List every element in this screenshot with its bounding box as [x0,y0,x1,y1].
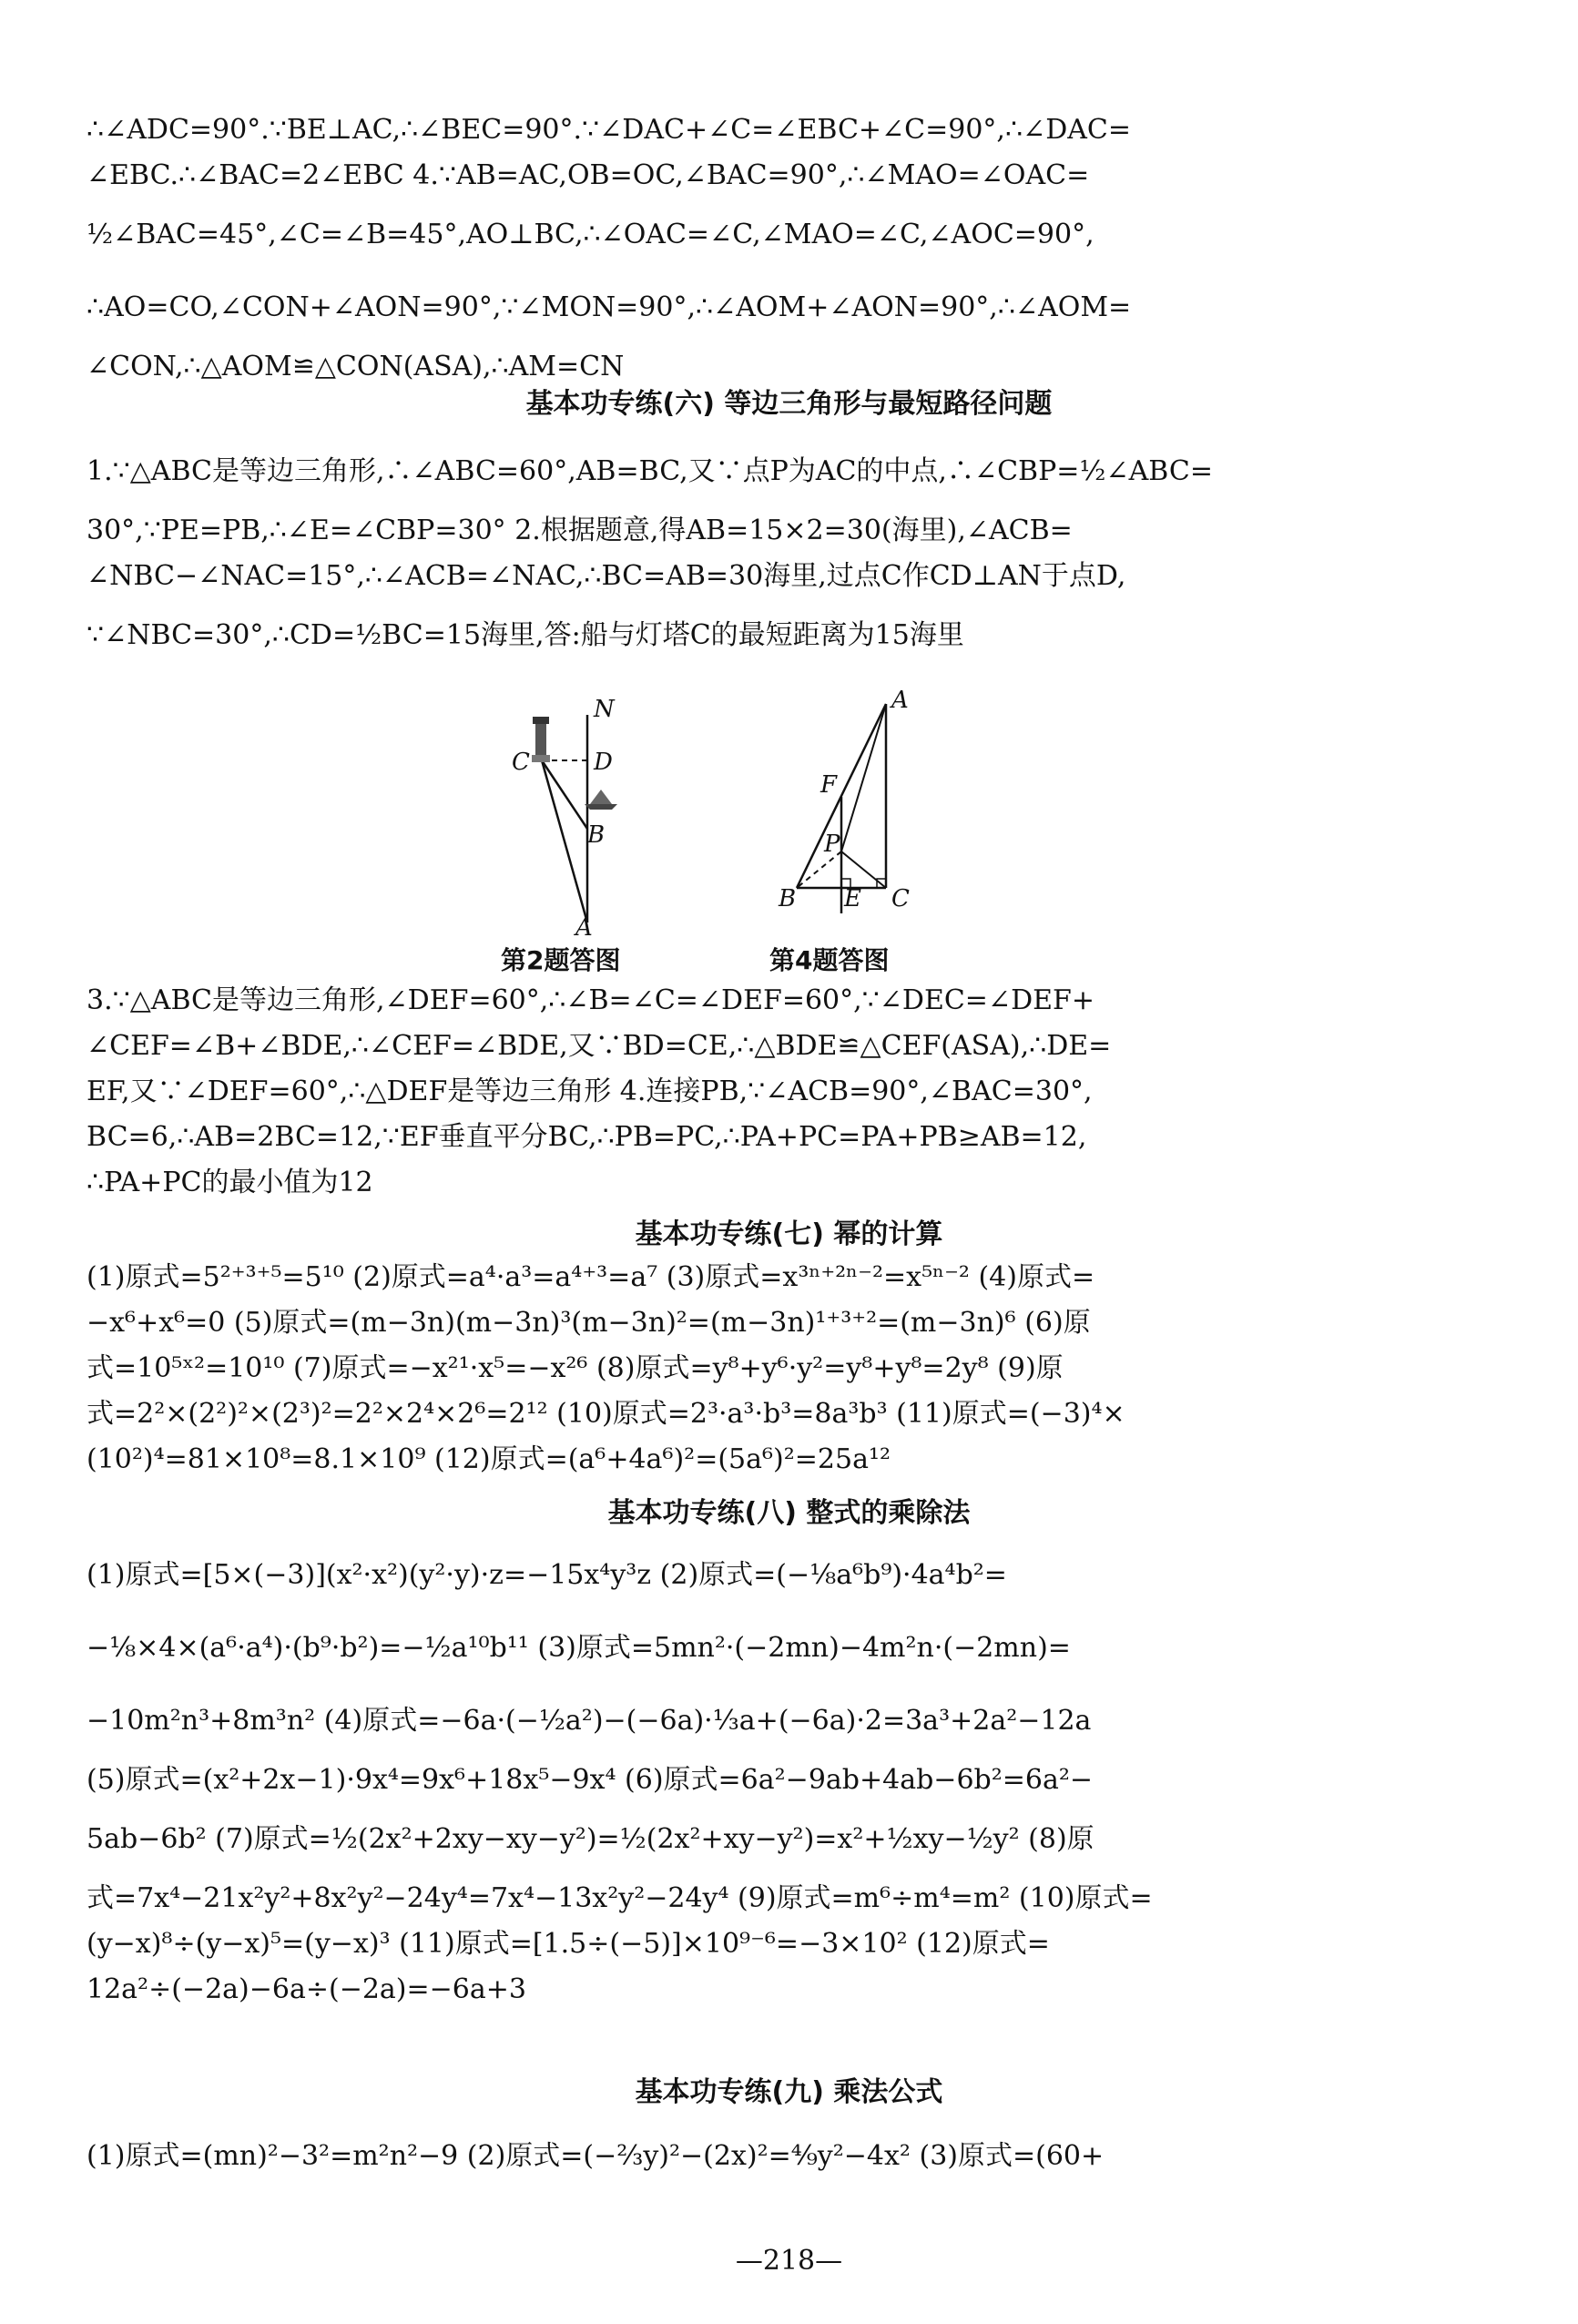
text-line: BC=6,∴AB=2BC=12,∵EF垂直平分BC,∴PB=PC,∴PA+PC=PA+PB≥AB=12, [87,1121,1087,1153]
figure-problem-4 [760,688,933,924]
text-line: 式=7x⁴−21x²y²+8x²y²−24y⁴=7x⁴−13x²y²−24y⁴ (9)原式=m⁶÷m⁴=m² (10)原式= [87,1882,1153,1914]
line-PC [841,851,886,888]
section-heading-7: 基本功专练(七) 幂的计算 [635,1218,943,1250]
label-A: A [575,914,593,938]
text-line: (1)原式=[5×(−3)](x²·x²)(y²·y)·z=−15x⁴y³z (2)原式=(−⅛a⁶b⁹)·4a⁴b²= [87,1559,1007,1591]
solution-block-4 [87,1255,1343,1483]
text-line: EF,又∵∠DEF=60°,∴△DEF是等边三角形 4.连接PB,∵∠ACB=90°,∠BAC=30°, [87,1075,1093,1107]
text-line: 3.∵△ABC是等边三角形,∠DEF=60°,∴∠B=∠C=∠DEF=60°,∵∠DEC=∠DEF+ [87,984,1094,1016]
label-B: B [779,885,797,912]
ship-icon [585,790,617,810]
text-line: ½∠BAC=45°,∠C=∠B=45°,AO⊥BC,∴∠OAC=∠C,∠MAO=∠C,∠AOC=90°, [87,219,1094,250]
text-line: 式=10⁵ˣ²=10¹⁰ (7)原式=−x²¹·x⁵=−x²⁶ (8)原式=y⁸+y⁶·y²=y⁸+y⁸=2y⁸ (9)原 [87,1352,1064,1384]
label-N: N [594,697,615,723]
text-line: (5)原式=(x²+2x−1)·9x⁴=9x⁶+18x⁵−9x⁴ (6)原式=6a²−9ab+4ab−6b²=6a²− [87,1764,1094,1796]
section-heading-6: 基本功专练(六) 等边三角形与最短路径问题 [525,388,1053,420]
label-C: C [891,885,910,912]
section-heading-9: 基本功专练(九) 乘法公式 [635,2076,943,2108]
text-line: ∴PA+PC的最小值为12 [87,1167,373,1198]
text-line: ∠CON,∴△AOM≌△CON(ASA),∴AM=CN [87,351,625,382]
figure-problem-2 [492,697,656,938]
text-line: ∵∠NBC=30°,∴CD=½BC=15海里,答:船与灯塔C的最短距离为15海里 [87,619,964,651]
text-line: 12a²÷(−2a)−6a÷(−2a)=−6a+3 [87,1973,526,2005]
solution-block-1 [87,107,1343,390]
label-A: A [891,688,909,714]
text-line: −10m²n³+8m³n² (4)原式=−6a·(−½a²)−(−6a)·⅓a+(−6a)·2=3a³+2a²−12a [87,1705,1092,1737]
text-line: ∠NBC−∠NAC=15°,∴∠ACB=∠NAC,∴BC=AB=30海里,过点C作CD⊥AN于点D, [87,560,1126,592]
text-line: (10²)⁴=81×10⁸=8.1×10⁹ (12)原式=(a⁶+4a⁶)²=(5a⁶)²=25a¹² [87,1443,891,1475]
line-CA [542,760,587,922]
text-line: ∠CEF=∠B+∠BDE,∴∠CEF=∠BDE,又∵BD=CE,∴△BDE≌△CEF(ASA),∴DE= [87,1030,1112,1062]
text-line: 5ab−6b² (7)原式=½(2x²+2xy−xy−y²)=½(2x²+xy−y²)=x²+½xy−½y² (8)原 [87,1823,1094,1855]
solution-block-2 [87,435,1343,672]
label-C: C [512,749,530,776]
text-line: (1)原式=5²⁺³⁺⁵=5¹⁰ (2)原式=a⁴·a³=a⁴⁺³=a⁷ (3)原式=x³ⁿ⁺²ⁿ⁻²=x⁵ⁿ⁻² (4)原式= [87,1261,1095,1293]
section-heading-8: 基本功专练(八) 整式的乘除法 [607,1497,971,1529]
line-PA [841,704,886,851]
solution-block-3 [87,978,1343,1206]
solution-block-5 [87,1539,1343,2013]
text-line: 式=2²×(2²)²×(2³)²=2²×2⁴×2⁶=2¹² (10)原式=2³·a³·b³=8a³b³ (11)原式=(−3)⁴× [87,1398,1125,1430]
text-line: −⅛×4×(a⁶·a⁴)·(b⁹·b²)=−½a¹⁰b¹¹ (3)原式=5mn²·(−2mn)−4m²n·(−2mn)= [87,1632,1071,1664]
label-F: F [820,771,838,799]
text-line: 1.∵△ABC是等边三角形,∴∠ABC=60°,AB=BC,又∵点P为AC的中点,∴∠CBP=½∠ABC= [87,455,1213,487]
lighthouse-icon [532,717,550,762]
page-number: —218— [735,2245,843,2277]
text-line: ∠EBC.∴∠BAC=2∠EBC 4.∵AB=AC,OB=OC,∠BAC=90°,∴∠MAO=∠OAC= [87,159,1090,191]
text-line: ∴AO=CO,∠CON+∠AON=90°,∵∠MON=90°,∴∠AOM+∠AON=90°,∴∠AOM= [87,291,1132,323]
text-line: (1)原式=(mn)²−3²=m²n²−9 (2)原式=(−⅔y)²−(2x)²=⁴⁄₉y²−4x² (3)原式=(60+ [87,2140,1105,2172]
label-E: E [844,885,861,912]
label-D: D [594,749,613,776]
label-B: B [587,821,606,849]
solution-block-6 [87,2120,1343,2193]
text-line: (y−x)⁸÷(y−x)⁵=(y−x)³ (11)原式=[1.5÷(−5)]×10⁹⁻⁶=−3×10² (12)原式= [87,1928,1050,1960]
text-line: ∴∠ADC=90°.∵BE⊥AC,∴∠BEC=90°.∵∠DAC+∠C=∠EBC+∠C=90°,∴∠DAC= [87,114,1132,146]
text-line: −x⁶+x⁶=0 (5)原式=(m−3n)(m−3n)³(m−3n)²=(m−3n)¹⁺³⁺²=(m−3n)⁶ (6)原 [87,1307,1091,1339]
text-line: 30°,∵PE=PB,∴∠E=∠CBP=30° 2.根据题意,得AB=15×2=30(海里),∠ACB= [87,515,1073,546]
figure-caption-2: 第4题答图 [769,945,890,975]
line-CB [542,760,587,829]
label-P: P [824,831,840,858]
figure-caption-1: 第2题答图 [501,945,621,975]
